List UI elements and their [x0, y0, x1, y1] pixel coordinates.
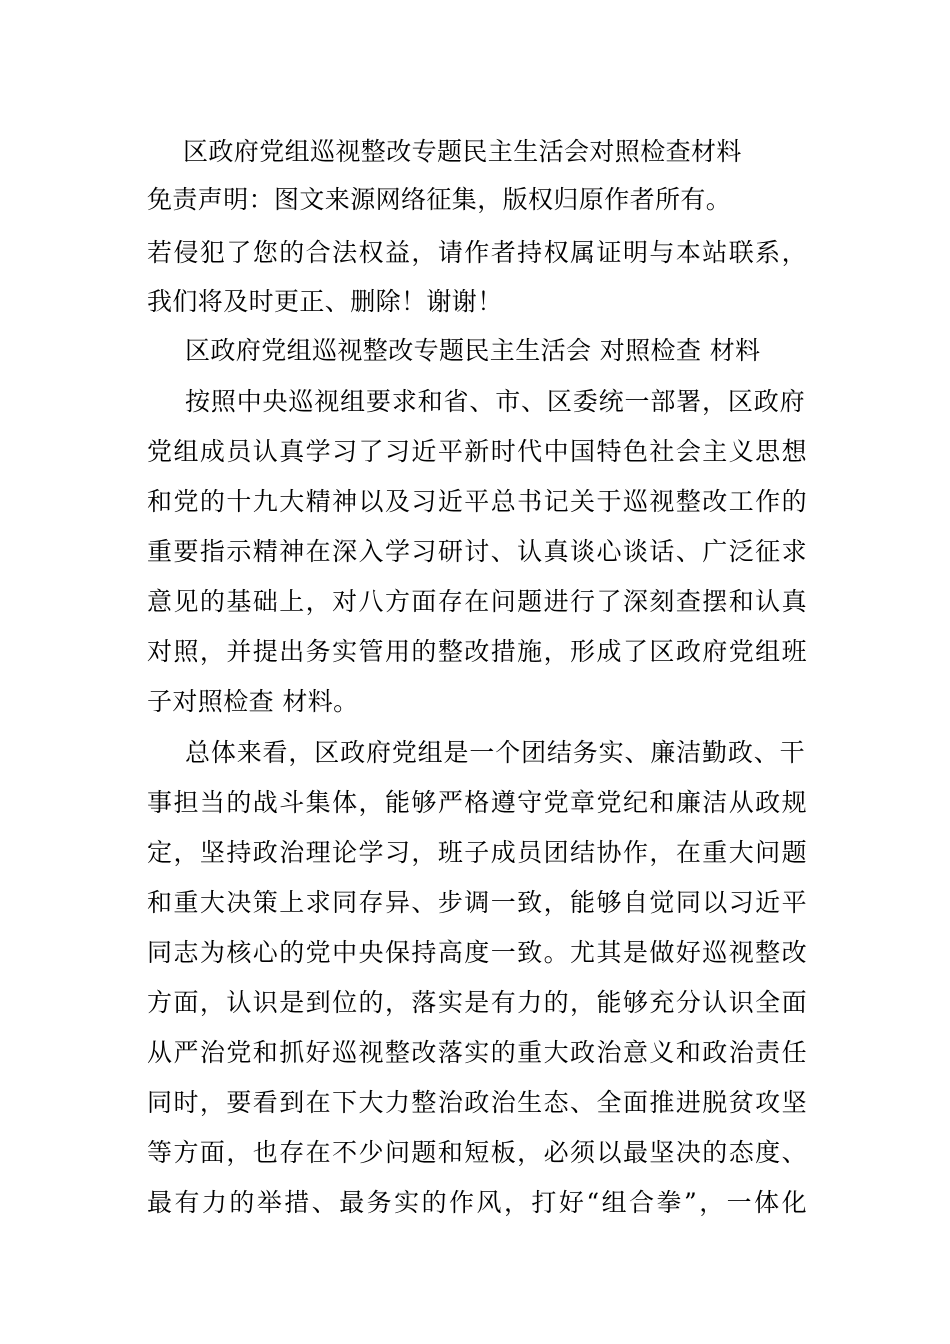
paragraph-line: 和党的十九大精神以及习近平总书记关于巡视整改工作的: [147, 487, 807, 516]
paragraph-line: 重要指示精神在深入学习研讨、认真谈心谈话、广泛征求: [147, 537, 807, 566]
paragraph-line: 事担当的战斗集体，能够严格遵守党章党纪和廉洁从政规: [147, 788, 807, 817]
disclaimer-line: 免责声明：图文来源网络征集，版权归原作者所有。: [147, 185, 732, 214]
paragraph-line: 和重大决策上求同存异、步调一致，能够自觉同以习近平: [147, 888, 807, 917]
paragraph-line: 对照，并提出务实管用的整改措施，形成了区政府党组班: [147, 637, 807, 666]
paragraph-line: 同时，要看到在下大力整治政治生态、全面推进脱贫攻坚: [147, 1088, 807, 1117]
paragraph-line: 按照中央巡视组要求和省、市、区委统一部署，区政府: [185, 387, 805, 416]
paragraph-line: 方面，认识是到位的，落实是有力的，能够充分认识全面: [147, 988, 807, 1017]
paragraph-line: 最有力的举措、最务实的作风，打好“组合拳”，一体化: [147, 1188, 807, 1217]
paragraph-line: 同志为核心的党中央保持高度一致。尤其是做好巡视整改: [147, 938, 807, 967]
disclaimer-line: 若侵犯了您的合法权益，请作者持权属证明与本站联系，: [147, 238, 807, 267]
paragraph-line: 从严治党和抓好巡视整改落实的重大政治意义和政治责任: [147, 1038, 807, 1067]
disclaimer-line: 我们将及时更正、删除！谢谢！: [147, 287, 503, 316]
paragraph-line: 总体来看，区政府党组是一个团结务实、廉洁勤政、干: [185, 738, 805, 767]
paragraph-line: 等方面，也存在不少问题和短板，必须以最坚决的态度、: [147, 1138, 807, 1167]
paragraph-line: 党组成员认真学习了习近平新时代中国特色社会主义思想: [147, 437, 807, 466]
paragraph-line: 定，坚持政治理论学习，班子成员团结协作，在重大问题: [147, 838, 807, 867]
document-title: 区政府党组巡视整改专题民主生活会对照检查材料: [183, 137, 742, 166]
paragraph-line: 意见的基础上，对八方面存在问题进行了深刻查摆和认真: [147, 587, 807, 616]
document-subtitle: 区政府党组巡视整改专题民主生活会 对照检查 材料: [185, 336, 761, 365]
paragraph-line: 子对照检查 材料。: [147, 687, 359, 716]
